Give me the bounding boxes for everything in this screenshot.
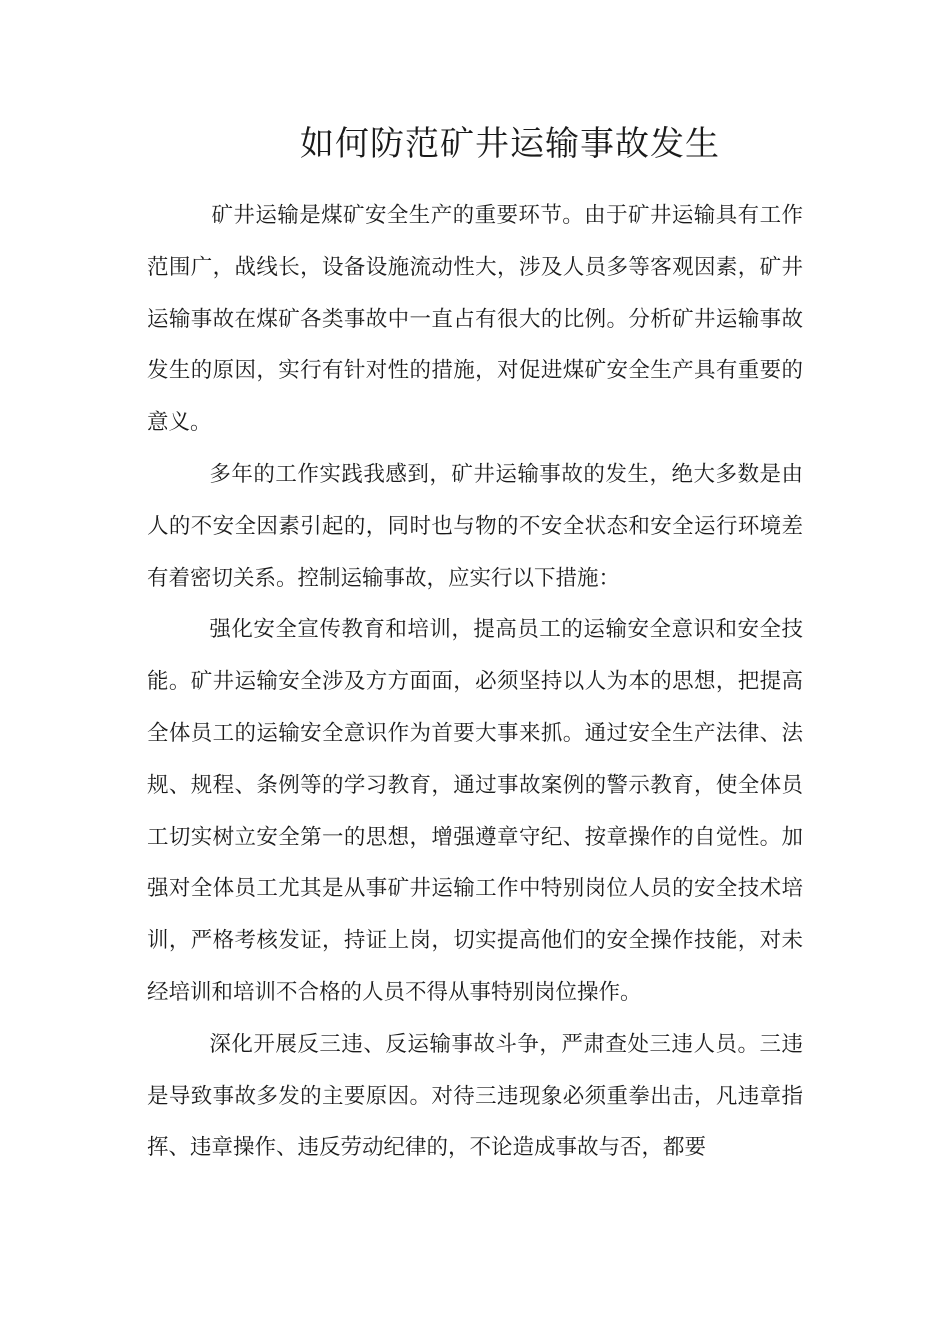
document-body [147, 190, 803, 1174]
document-title: 如何防范矿井运输事故发生 [300, 124, 720, 164]
paragraph-2: 多年的工作实践我感到，矿井运输事故的发生，绝大多数是由人的不安全因素引起的，同时也与物的不安全状态和安全运行环境差有着密切关系。控制运输事故，应实行以下措施： [147, 461, 803, 591]
paragraph-4: 深化开展反三违、反运输事故斗争，严肃查处三违人员。三违是导致事故多发的主要原因。对待三违现象必须重拳出击，凡违章指挥、违章操作、违反劳动纪律的，不论造成事故与否，都要 [147, 1031, 803, 1161]
paragraph-1: 矿井运输是煤矿安全生产的重要环节。由于矿井运输具有工作范围广，战线长，设备设施流动性大，涉及人员多等客观因素，矿井运输事故在煤矿各类事故中一直占有很大的比例。分析矿井运输事故发生的原因，实行有针对性的措施，对促进煤矿安全生产具有重要的意义。 [147, 203, 803, 436]
paragraph-3: 强化安全宣传教育和培训，提高员工的运输安全意识和安全技能。矿井运输安全涉及方方面面，必须坚持以人为本的思想，把提高全体员工的运输安全意识作为首要大事来抓。通过安全生产法律、法规、规程、条例等的学习教育，通过事故案例的警示教育，使全体员工切实树立安全第一的思想，增强遵章守纪、按章操作的自觉性。加强对全体员工尤其是从事矿井运输工作中特别岗位人员的安全技术培训，严格考核发证，持证上岗，切实提高他们的安全操作技能，对未经培训和培训不合格的人员不得从事特别岗位操作。 [147, 617, 803, 1005]
